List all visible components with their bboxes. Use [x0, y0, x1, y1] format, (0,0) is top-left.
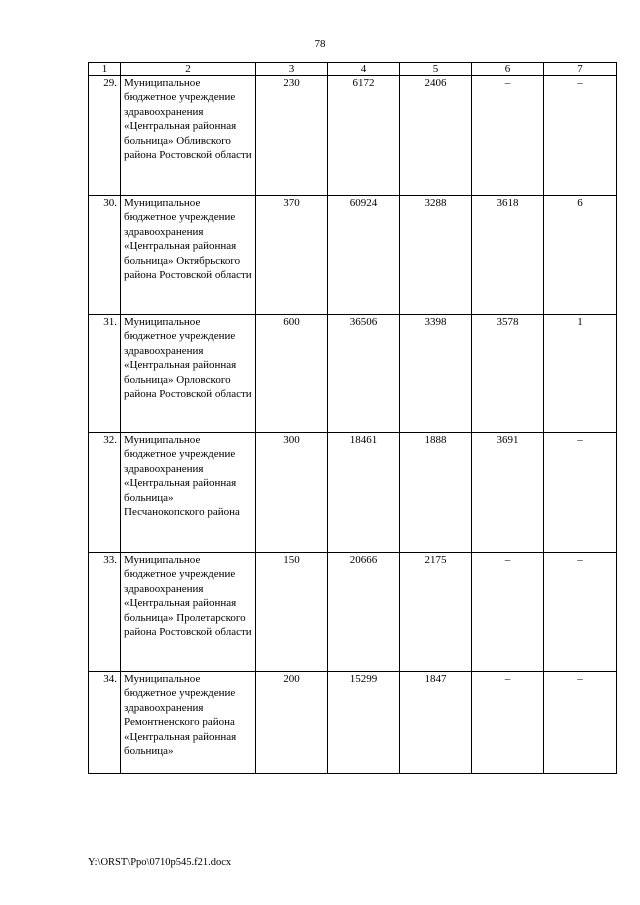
institution-name: Муниципальное бюджетное учреждение здравоохранения «Центральная районная больница» Орловского района Ростовской области — [121, 315, 256, 433]
data-table — [88, 62, 617, 774]
column-header: 7 — [544, 63, 617, 76]
cell-col-4: 20666 — [328, 553, 400, 672]
institution-name: Муниципальное бюджетное учреждение здравоохранения «Центральная районная больница» Обливского района Ростовской области — [121, 76, 256, 196]
cell-col-3: 300 — [256, 433, 328, 553]
cell-col-7: 6 — [544, 196, 617, 315]
row-number: 30. — [89, 196, 121, 315]
cell-col-7: 1 — [544, 315, 617, 433]
cell-col-4: 36506 — [328, 315, 400, 433]
table-row — [89, 315, 617, 433]
column-header: 4 — [328, 63, 400, 76]
cell-col-6: 3618 — [472, 196, 544, 315]
cell-col-3: 150 — [256, 553, 328, 672]
column-header: 2 — [121, 63, 256, 76]
page-number: 78 — [314, 38, 326, 50]
cell-col-7: – — [544, 76, 617, 196]
table-row — [89, 433, 617, 553]
cell-col-5: 2406 — [400, 76, 472, 196]
cell-col-6: – — [472, 553, 544, 672]
cell-col-7: – — [544, 553, 617, 672]
cell-col-6: – — [472, 672, 544, 774]
cell-col-6: – — [472, 76, 544, 196]
cell-col-5: 3398 — [400, 315, 472, 433]
cell-col-3: 200 — [256, 672, 328, 774]
row-number: 33. — [89, 553, 121, 672]
row-number: 31. — [89, 315, 121, 433]
institution-name: Муниципальное бюджетное учреждение здравоохранения «Центральная районная больница» Пролетарского района Ростовской области — [121, 553, 256, 672]
cell-col-6: 3691 — [472, 433, 544, 553]
cell-col-4: 6172 — [328, 76, 400, 196]
cell-col-5: 2175 — [400, 553, 472, 672]
cell-col-4: 60924 — [328, 196, 400, 315]
cell-col-5: 1888 — [400, 433, 472, 553]
table-row — [89, 553, 617, 672]
column-header: 6 — [472, 63, 544, 76]
column-header: 5 — [400, 63, 472, 76]
table-row — [89, 196, 617, 315]
table-header-row — [89, 63, 617, 76]
row-number: 32. — [89, 433, 121, 553]
column-header: 3 — [256, 63, 328, 76]
institution-name: Муниципальное бюджетное учреждение здравоохранения «Центральная районная больница» Песчанокопского района — [121, 433, 256, 553]
column-header: 1 — [89, 63, 121, 76]
row-number: 34. — [89, 672, 121, 774]
cell-col-3: 370 — [256, 196, 328, 315]
cell-col-5: 1847 — [400, 672, 472, 774]
table-row — [89, 672, 617, 774]
cell-col-4: 18461 — [328, 433, 400, 553]
cell-col-3: 600 — [256, 315, 328, 433]
cell-col-7: – — [544, 672, 617, 774]
institution-name: Муниципальное бюджетное учреждение здравоохранения Ремонтненского района «Центральная районная больница» — [121, 672, 256, 774]
cell-col-6: 3578 — [472, 315, 544, 433]
row-number: 29. — [89, 76, 121, 196]
cell-col-4: 15299 — [328, 672, 400, 774]
cell-col-7: – — [544, 433, 617, 553]
institution-name: Муниципальное бюджетное учреждение здравоохранения «Центральная районная больница» Октябрьского района Ростовской области — [121, 196, 256, 315]
cell-col-3: 230 — [256, 76, 328, 196]
table-row — [89, 76, 617, 196]
footer-file-path: Y:\ORST\Ppo\0710p545.f21.docx — [88, 857, 232, 868]
cell-col-5: 3288 — [400, 196, 472, 315]
